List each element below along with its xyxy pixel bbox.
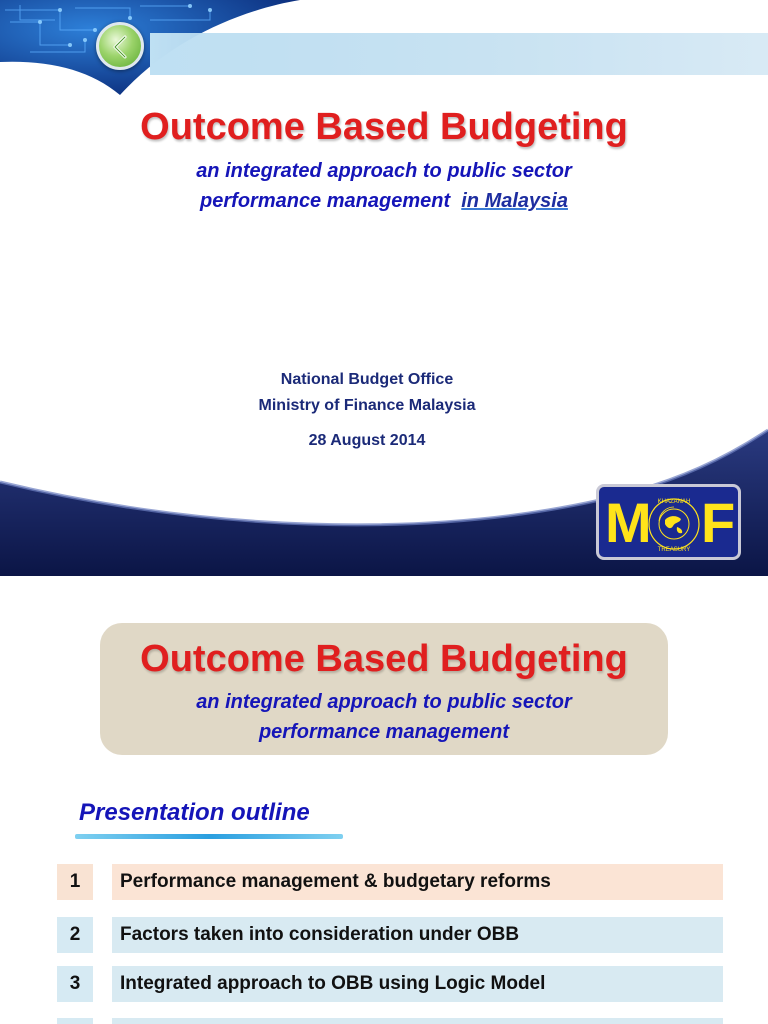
outline-item-number: 1 [57, 864, 93, 900]
ministry-name: Ministry of Finance Malaysia [258, 397, 476, 414]
mof-logo [596, 484, 741, 560]
outline-item-label: Performance management & budgetary reforms [112, 864, 723, 900]
outline-item-number: 2 [57, 917, 93, 953]
logo-ring-top: KHAZANAH [657, 499, 691, 505]
chevron-left-icon [109, 34, 133, 60]
outline-item-label: Factors taken into consideration under OBB [112, 917, 723, 953]
slide-subtitle-line2 [0, 190, 768, 213]
logo-ring-bottom: TREASURY [657, 547, 691, 553]
logo-letter-f: F [701, 491, 736, 554]
globe-emblem-icon [647, 493, 701, 555]
outline-underline [75, 834, 343, 839]
logo-letter-m: M [605, 491, 652, 554]
slide2-subtitle-line2: performance management [258, 721, 510, 743]
back-button[interactable] [96, 22, 144, 70]
outline-item-label [112, 1018, 723, 1024]
presentation-date: 28 August 2014 [308, 432, 426, 449]
office-name: National Budget Office [280, 371, 454, 388]
slide-title: Outcome Based Budgeting [140, 106, 628, 148]
subtitle-country: in Malaysia [461, 190, 568, 212]
slide2-title: Outcome Based Budgeting [140, 638, 628, 680]
outline-heading: Presentation outline [79, 799, 310, 826]
subtitle-text: performance management [200, 190, 451, 212]
outline-item-number [57, 1018, 93, 1024]
slide2-subtitle-line1: an integrated approach to public sector [196, 691, 572, 713]
outline-item-number: 3 [57, 966, 93, 1002]
outline-slide [0, 576, 768, 1024]
outline-item-label: Integrated approach to OBB using Logic Model [112, 966, 723, 1002]
slide-subtitle-line1: an integrated approach to public sector [196, 160, 572, 182]
